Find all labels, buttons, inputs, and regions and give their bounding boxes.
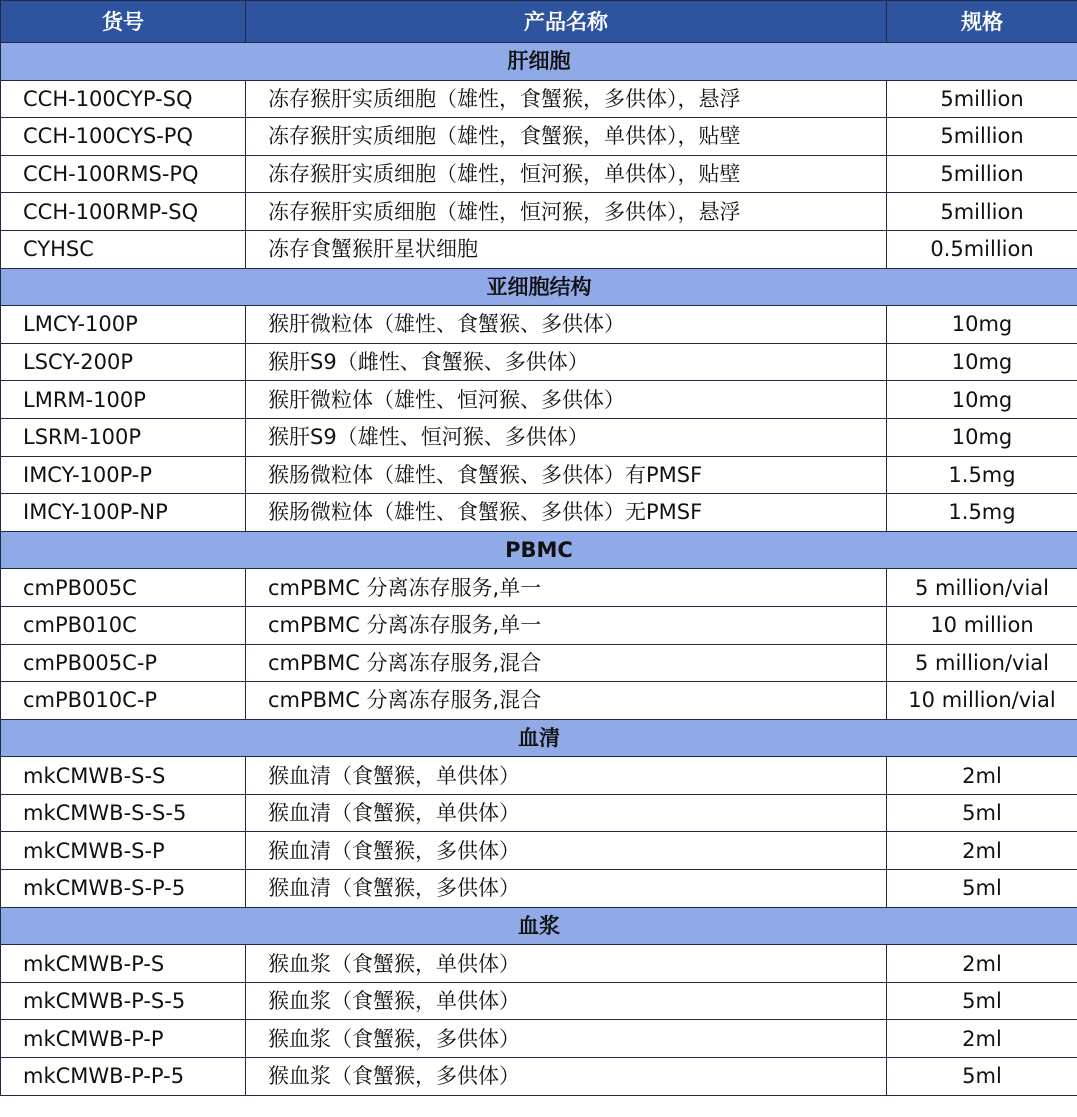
product-spec: 5ml: [887, 794, 1077, 832]
product-spec: 5 million/vial: [887, 644, 1077, 682]
section-row: [1, 907, 1077, 945]
table-row: [1, 945, 1077, 983]
table-row: [1, 306, 1077, 344]
table-row: [1, 606, 1077, 644]
product-spec: 10 million/vial: [887, 682, 1077, 720]
section-row: [1, 531, 1077, 569]
product-code: CCH-100RMP-SQ: [1, 193, 246, 231]
product-spec: 10mg: [887, 343, 1077, 381]
product-code: IMCY-100P-NP: [1, 494, 246, 532]
table-row: [1, 870, 1077, 908]
product-name: cmPBMC 分离冻存服务,单一: [246, 606, 887, 644]
product-spec: 10mg: [887, 306, 1077, 344]
product-name: 猴肝微粒体（雄性、食蟹猴、多供体）: [246, 306, 887, 344]
product-name: cmPBMC 分离冻存服务,混合: [246, 644, 887, 682]
product-code: mkCMWB-S-P-5: [1, 870, 246, 908]
product-code: cmPB010C: [1, 606, 246, 644]
product-name: 猴肝S9（雄性、恒河猴、多供体）: [246, 418, 887, 456]
table-row: [1, 682, 1077, 720]
product-name: 猴血浆（食蟹猴，单供体）: [246, 945, 887, 983]
product-spec: 2ml: [887, 1020, 1077, 1058]
product-spec: 0.5million: [887, 230, 1077, 268]
product-spec: 1.5mg: [887, 456, 1077, 494]
product-name: cmPBMC 分离冻存服务,混合: [246, 682, 887, 720]
product-name: 猴血浆（食蟹猴，多供体）: [246, 1058, 887, 1096]
header-code: 货号: [1, 1, 246, 43]
product-spec: 1.5mg: [887, 494, 1077, 532]
table-row: [1, 456, 1077, 494]
product-name: 猴肝微粒体（雄性、恒河猴、多供体）: [246, 381, 887, 419]
table-row: [1, 155, 1077, 193]
table-row: [1, 644, 1077, 682]
product-name: 猴肠微粒体（雄性、食蟹猴、多供体）有PMSF: [246, 456, 887, 494]
product-code: cmPB005C-P: [1, 644, 246, 682]
product-name: 冻存猴肝实质细胞（雄性，恒河猴，单供体），贴壁: [246, 155, 887, 193]
product-spec: 5million: [887, 80, 1077, 118]
section-row: [1, 268, 1077, 306]
product-code: mkCMWB-P-P: [1, 1020, 246, 1058]
section-title: 血清: [1, 719, 1077, 757]
product-spec: 10 million: [887, 606, 1077, 644]
product-name: 冻存猴肝实质细胞（雄性，恒河猴，多供体），悬浮: [246, 193, 887, 231]
product-code: LMCY-100P: [1, 306, 246, 344]
product-code: mkCMWB-S-P: [1, 832, 246, 870]
product-name: 冻存猴肝实质细胞（雄性，食蟹猴，多供体），悬浮: [246, 80, 887, 118]
product-spec: 10mg: [887, 418, 1077, 456]
product-code: LSCY-200P: [1, 343, 246, 381]
table-row: [1, 794, 1077, 832]
product-name: 猴血清（食蟹猴，单供体）: [246, 757, 887, 795]
product-spec: 10mg: [887, 381, 1077, 419]
product-code: CCH-100RMS-PQ: [1, 155, 246, 193]
product-code: LMRM-100P: [1, 381, 246, 419]
product-spec: 2ml: [887, 832, 1077, 870]
product-code: mkCMWB-P-P-5: [1, 1058, 246, 1096]
product-code: IMCY-100P-P: [1, 456, 246, 494]
table-row: [1, 343, 1077, 381]
product-spec: 5million: [887, 118, 1077, 156]
product-name: 猴肝S9（雌性、食蟹猴、多供体）: [246, 343, 887, 381]
product-code: cmPB010C-P: [1, 682, 246, 720]
product-code: LSRM-100P: [1, 418, 246, 456]
section-row: [1, 719, 1077, 757]
product-name: 冻存猴肝实质细胞（雄性，食蟹猴，单供体），贴壁: [246, 118, 887, 156]
product-name: 猴血清（食蟹猴，多供体）: [246, 870, 887, 908]
product-name: 猴血浆（食蟹猴，单供体）: [246, 982, 887, 1020]
product-code: CCH-100CYS-PQ: [1, 118, 246, 156]
header-name: 产品名称: [246, 1, 887, 43]
product-name: cmPBMC 分离冻存服务,单一: [246, 569, 887, 607]
section-title: PBMC: [1, 531, 1077, 569]
product-name: 猴血浆（食蟹猴，多供体）: [246, 1020, 887, 1058]
product-spec: 5ml: [887, 982, 1077, 1020]
table-row: [1, 757, 1077, 795]
table-row: [1, 832, 1077, 870]
section-row: [1, 43, 1077, 81]
product-name: 猴血清（食蟹猴，单供体）: [246, 794, 887, 832]
product-code: mkCMWB-S-S: [1, 757, 246, 795]
product-spec: 2ml: [887, 945, 1077, 983]
table-row: [1, 1020, 1077, 1058]
section-title: 血浆: [1, 907, 1077, 945]
product-spec: 5ml: [887, 870, 1077, 908]
product-code: mkCMWB-S-S-5: [1, 794, 246, 832]
product-code: CCH-100CYP-SQ: [1, 80, 246, 118]
table-row: [1, 381, 1077, 419]
product-code: mkCMWB-P-S: [1, 945, 246, 983]
product-name: 冻存食蟹猴肝星状细胞: [246, 230, 887, 268]
table-row: [1, 193, 1077, 231]
table-body: [1, 43, 1077, 1096]
table-row: [1, 118, 1077, 156]
product-code: CYHSC: [1, 230, 246, 268]
product-name: 猴血清（食蟹猴，多供体）: [246, 832, 887, 870]
table-header: [1, 1, 1077, 43]
product-spec: 5 million/vial: [887, 569, 1077, 607]
section-title: 肝细胞: [1, 43, 1077, 81]
product-spec: 2ml: [887, 757, 1077, 795]
product-code: cmPB005C: [1, 569, 246, 607]
section-title: 亚细胞结构: [1, 268, 1077, 306]
table-row: [1, 1058, 1077, 1096]
product-name: 猴肠微粒体（雄性、食蟹猴、多供体）无PMSF: [246, 494, 887, 532]
product-spec: 5million: [887, 155, 1077, 193]
table-row: [1, 230, 1077, 268]
product-spec: 5ml: [887, 1058, 1077, 1096]
product-code: mkCMWB-P-S-5: [1, 982, 246, 1020]
table-row: [1, 982, 1077, 1020]
product-spec: 5million: [887, 193, 1077, 231]
header-spec: 规格: [887, 1, 1077, 43]
table-row: [1, 80, 1077, 118]
table-row: [1, 494, 1077, 532]
table-row: [1, 418, 1077, 456]
table-row: [1, 569, 1077, 607]
